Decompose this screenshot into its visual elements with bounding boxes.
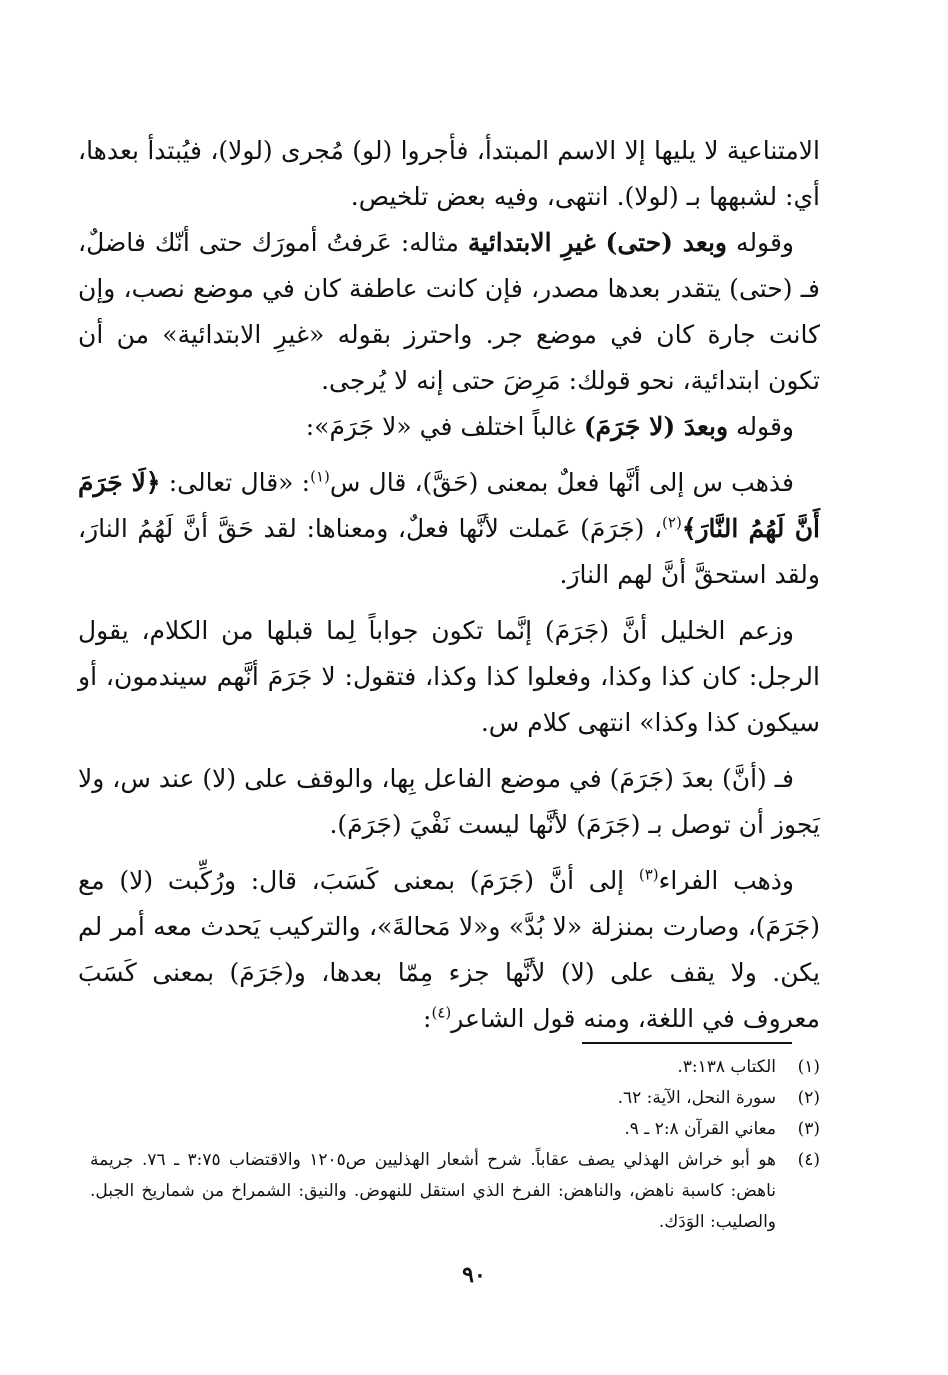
footnote-ref[interactable]: (٢) [662, 513, 682, 532]
footnote-number: (١) [797, 1057, 820, 1077]
paragraph-text: الامتناعية لا يليها إلا الاسم المبتدأ، فأجروا (لو) مُجرى (لولا)، فيُبتدأ بعدها، أي: لشبهها بـ (لولا). انتهى، وفيه بعض تلخيص. [78, 136, 820, 211]
footnote-ref[interactable]: (٤) [431, 1003, 452, 1022]
footnote-number: (٢) [797, 1088, 820, 1108]
paragraph-text: فذهب س إلى أنَّها فعلٌ بمعنى (حَقَّ)، قال س [329, 468, 794, 497]
bold-term: وبعدَ (لا جَرَمَ) [583, 412, 729, 441]
footnote-number: (٤) [797, 1150, 820, 1170]
paragraph-6 [78, 756, 820, 848]
footnote-ref[interactable]: (١) [310, 467, 330, 486]
paragraph-4 [78, 460, 820, 598]
paragraph-text: فـ (أنَّ) بعدَ (جَرَمَ) في موضع الفاعل بِها، والوقف على (لا) عند س، ولا يَجوز أن توصل بـ (جَرَمَ) لأنَّها ليست نَفْيَ (جَرَمَ). [78, 764, 820, 839]
paragraph-text: وزعم الخليل أنَّ (جَرَمَ) إنَّما تكون جواباً لِما قبلها من الكلام، يقول الرجل: كان كذا وكذا، وفعلوا كذا وكذا، فتقول: لا جَرَمَ أنَّهم سيندمون، أو سيكون كذا وكذا» انتهى كلام س. [78, 616, 820, 737]
footnote-text: هو أبو خراش الهذلي يصف عقاباً. شرح أشعار الهذليين ص١٢٠٥ والاقتضاب ٣:٧٥ ـ ٧٦. جريمة ناهض: كاسبة ناهض، والناهض: الفرخ الذي استقل للنهوض. والنيق: الشمراخ من شماريخ الجبل. والصليب: الوَدَك. [90, 1150, 776, 1232]
paragraph-text: ، (جَرَمَ) عَملت لأنَّها فعلٌ، ومعناها: لقد حَقَّ أنَّ لَهُمُ النارَ، ولقد استحقَّ أنَّ لهم النارَ. [78, 514, 820, 589]
paragraph-2 [78, 220, 820, 404]
footnote-item [90, 1114, 820, 1145]
paragraph-5 [78, 608, 820, 746]
paragraph-text: إلى أنَّ (جَرَمَ) بمعنى كَسَبَ، قال: ورُكِّبت (لا) مع (جَرَمَ)، وصارت بمنزلة «لا بُدَّ» و«لا مَحالةَ»، والتركيب يَحدث معه أمر لم يكن. ولا يقف على (لا) لأنَّها جزء مِمّا بعدها، و(جَرَمَ) بمعنى كَسَبَ معروف في اللغة، ومنه قول الشاعر [78, 866, 820, 1033]
main-text [78, 128, 820, 1042]
paragraph-text: وقوله [727, 228, 794, 257]
footnote-item [90, 1052, 820, 1083]
footnote-number: (٣) [797, 1119, 820, 1139]
footnote-divider [582, 1042, 792, 1044]
footnote-item [90, 1145, 820, 1238]
page-number: ٩٠ [462, 1262, 486, 1288]
paragraph-text: وقوله [728, 412, 794, 441]
footnotes [90, 1052, 820, 1238]
footnote-text: الكتاب ٣:١٣٨. [677, 1057, 776, 1077]
paragraph-text: وذهب الفراء [658, 866, 795, 895]
paragraph-7 [78, 858, 820, 1042]
footnote-text: سورة النحل، الآية: ٦٢. [617, 1088, 776, 1108]
paragraph-1 [78, 128, 820, 220]
paragraph-text: غالباً اختلف في «لا جَرَمَ»: [305, 412, 584, 441]
footnote-item [90, 1083, 820, 1114]
paragraph-text: : «قال تعالى: [160, 468, 311, 497]
paragraph-3 [78, 404, 820, 450]
paragraph-text: : [423, 1004, 432, 1033]
footnote-text: معاني القرآن ٢:٨ ـ ٩. [624, 1119, 776, 1139]
quran-verse: ﴿لَا جَرَمَ أَنَّ لَهُمُ النَّارَ﴾ [78, 468, 820, 543]
footnote-ref[interactable]: (٣) [638, 865, 659, 884]
bold-term: وبعد (حتى) غيرِ الابتدائية [467, 228, 728, 257]
paragraph-text: مثاله: عَرفتُ أمورَك حتى أنّك فاضلٌ، فـ (حتى) يتقدر بعدها مصدر، فإن كانت عاطفة كان في موضع نصب، وإن كانت جارة كان في موضع جر. واحترز بقوله «غيرِ الابتدائية» من أن تكون ابتدائية، نحو قولك: مَرِضَ حتى إنه لا يُرجى. [78, 228, 820, 395]
